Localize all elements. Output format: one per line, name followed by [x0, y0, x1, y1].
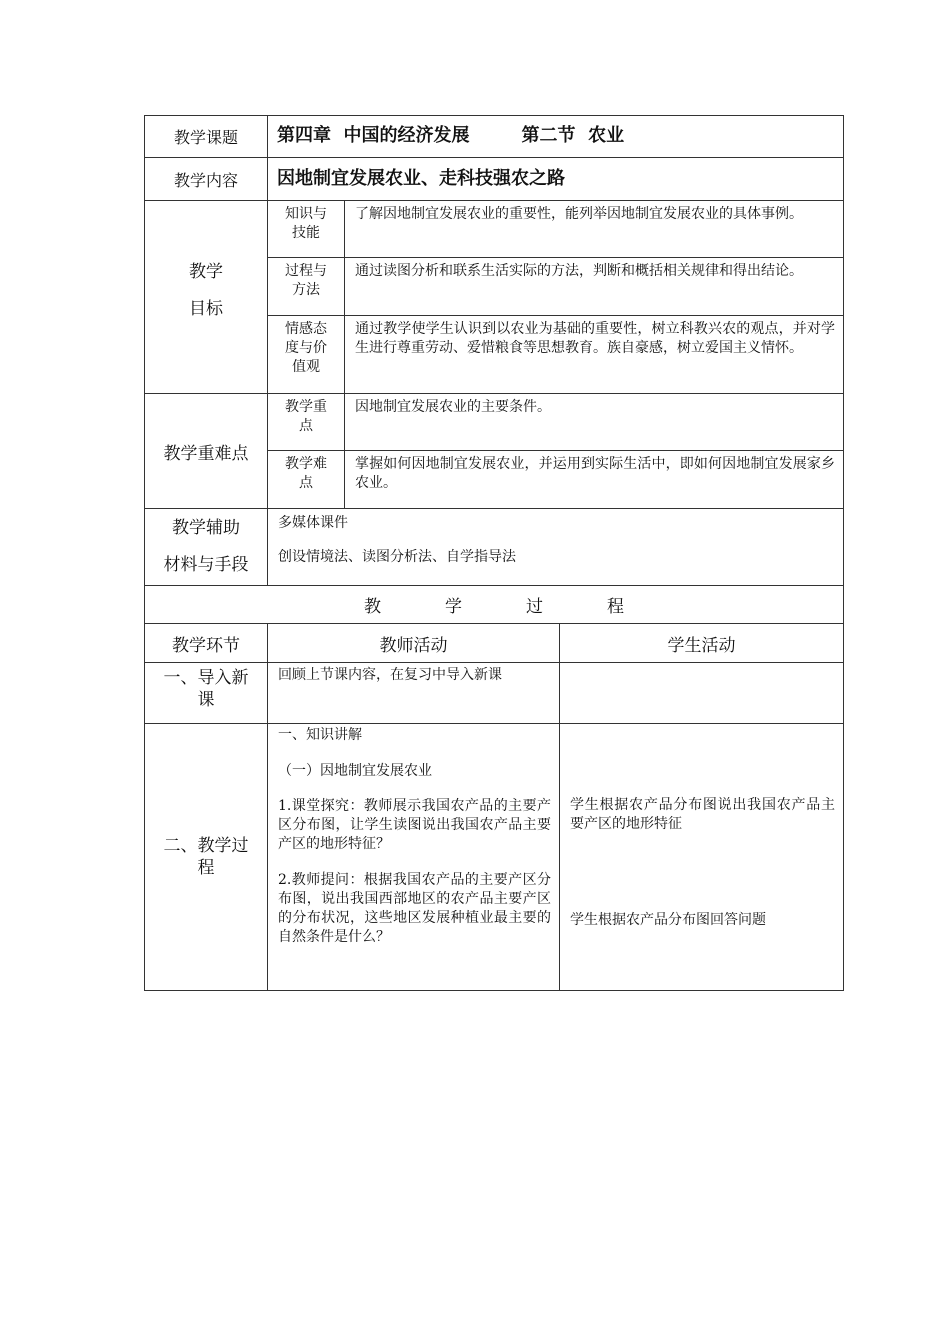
aids-line: 多媒体课件	[278, 515, 348, 531]
objectives-label-line1: 教学	[189, 262, 223, 282]
objective-text: 通过教学使学生认识到以农业为基础的重要性，树立科教兴农的观点，并对学生进行尊重劳动、爱惜粮食等思想教育。族自豪感，树立爱国主义情怀。	[345, 316, 844, 394]
topic-section: 第二节 农业	[521, 125, 625, 146]
process-title-char: 过	[526, 597, 543, 617]
topic-label: 教学课题	[145, 116, 268, 158]
teacher-paragraph: 一、知识讲解	[278, 727, 362, 743]
objectives-label	[145, 201, 268, 394]
teacher-paragraph: 1.课堂探究：教师展示我国农产品的主要产区分布图，让学生读图说出我国农产品主要产区的地形特征？	[278, 798, 551, 852]
process-header-row	[145, 624, 844, 663]
teacher-activity	[268, 724, 560, 991]
difficulty-sub-label: 教学重点	[268, 394, 345, 451]
objective-row	[145, 201, 844, 258]
topic-value	[268, 116, 844, 158]
student-activity	[560, 724, 844, 991]
teacher-activity: 回顾上节课内容，在复习中导入新课	[268, 663, 560, 724]
stage-label: 一、导入新课	[145, 663, 268, 724]
stage-label: 二、教学过程	[145, 724, 268, 991]
difficulty-label: 教学重难点	[145, 394, 268, 509]
process-title-row	[145, 586, 844, 624]
lesson-plan-table	[144, 115, 844, 991]
topic-row	[145, 116, 844, 158]
content-label: 教学内容	[145, 158, 268, 201]
difficulty-sub-label: 教学难点	[268, 451, 345, 509]
aids-label-line1: 教学辅助	[172, 518, 240, 538]
aids-label	[145, 509, 268, 586]
student-activity	[560, 663, 844, 724]
process-title	[145, 586, 844, 624]
content-value: 因地制宜发展农业、走科技强农之路	[268, 158, 844, 201]
difficulty-text: 因地制宜发展农业的主要条件。	[345, 394, 844, 451]
aids-text	[268, 509, 844, 586]
teacher-paragraph: 2.教师提问：根据我国农产品的主要产区分布图，说出我国西部地区的农产品主要产区的分布状况，这些地区发展种植业最主要的自然条件是什么？	[278, 872, 551, 945]
col-teacher-header: 教师活动	[268, 624, 560, 663]
difficulty-row	[145, 394, 844, 451]
objectives-label-line2: 目标	[189, 299, 223, 319]
content-row	[145, 158, 844, 201]
objective-text: 了解因地制宜发展农业的重要性，能列举因地制宜发展农业的具体事例。	[345, 201, 844, 258]
process-title-char: 教	[364, 597, 381, 617]
objective-sub-label: 知识与技能	[268, 201, 345, 258]
aids-label-line2: 材料与手段	[163, 555, 249, 575]
objective-sub-label: 情感态度与价值观	[268, 316, 345, 394]
topic-chapter: 第四章 中国的经济发展	[277, 125, 470, 146]
student-paragraph: 学生根据农产品分布图回答问题	[570, 912, 766, 928]
difficulty-text: 掌握如何因地制宜发展农业，并运用到实际生活中，即如何因地制宜发展家乡农业。	[345, 451, 844, 509]
aids-line: 创设情境法、读图分析法、自学指导法	[278, 549, 516, 565]
col-student-header: 学生活动	[560, 624, 844, 663]
teacher-paragraph: （一）因地制宜发展农业	[278, 763, 432, 779]
student-paragraph: 学生根据农产品分布图说出我国农产品主要产区的地形特征	[570, 797, 835, 832]
process-title-char: 程	[607, 597, 624, 617]
lesson-plan-page	[144, 115, 843, 991]
process-row	[145, 663, 844, 724]
objective-text: 通过读图分析和联系生活实际的方法，判断和概括相关规律和得出结论。	[345, 258, 844, 316]
objective-sub-label: 过程与方法	[268, 258, 345, 316]
col-stage-header: 教学环节	[145, 624, 268, 663]
process-title-char: 学	[445, 597, 462, 617]
aids-row	[145, 509, 844, 586]
process-row	[145, 724, 844, 991]
